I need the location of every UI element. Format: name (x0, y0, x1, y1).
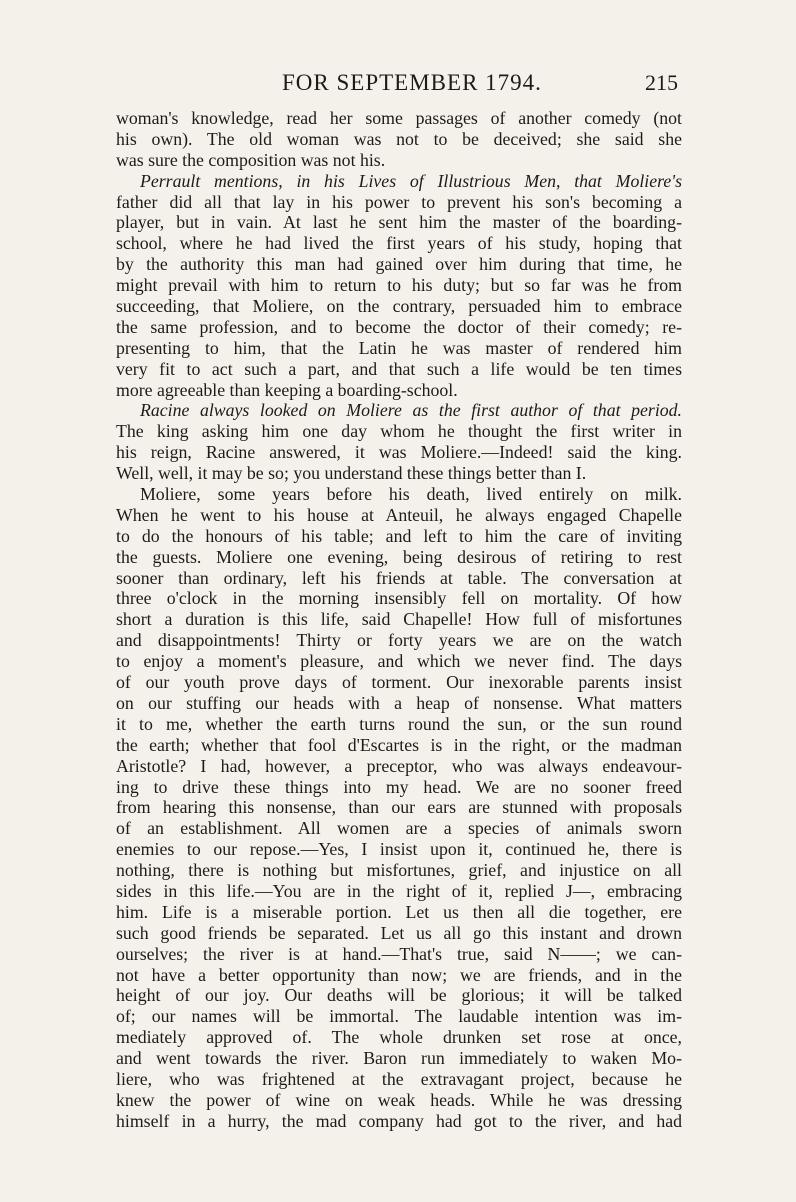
text-line: of; our names will be immortal. The laudable intention was im- (116, 1006, 682, 1027)
text-line: nothing, there is nothing but misfortunes, grief, and injustice on all (116, 860, 682, 881)
text-line: the same profession, and to become the doctor of their comedy; re- (116, 316, 682, 337)
text-line: more agreeable than keeping a boarding-school. (116, 379, 458, 400)
text-line: father did all that lay in his power to prevent his son's becoming a (116, 191, 682, 212)
text-line: it to me, whether the earth turns round the sun, or the sun round (116, 713, 682, 734)
text-line: very fit to act such a part, and that such a life would be ten times (116, 358, 682, 379)
text-line: his reign, Racine answered, it was Moliere.—Indeed! said the king. (116, 442, 682, 463)
text-line: school, where he had lived the first years of his study, hoping that (116, 233, 682, 254)
text-line: liere, who was frightened at the extravagant project, because he (116, 1068, 682, 1089)
text-line: and went towards the river. Baron run immediately to waken Mo- (116, 1048, 682, 1069)
text-line: player, but in vain. At last he sent him the master of the boarding- (116, 212, 682, 233)
text-line: Racine always looked on Moliere as the first author of that period. (140, 400, 682, 421)
text-line: succeeding, that Moliere, on the contrary, persuaded him to embrace (116, 296, 682, 317)
text-line: by the authority this man had gained over him during that time, he (116, 254, 682, 275)
text-line: on our stuffing our heads with a heap of nonsense. What matters (116, 692, 682, 713)
text-line: the guests. Moliere one evening, being desirous of retiring to rest (116, 546, 682, 567)
page-header (118, 70, 678, 102)
running-head: FOR SEPTEMBER 1794. (282, 70, 542, 95)
text-line: him. Life is a miserable portion. Let us then all die together, ere (116, 901, 682, 922)
text-line: ourselves; the river is at hand.—That's true, said N——; we can- (116, 943, 682, 964)
text-line: When he went to his house at Anteuil, he always engaged Chapelle (116, 504, 682, 525)
text-line: height of our joy. Our deaths will be glorious; it will be talked (116, 985, 682, 1006)
text-line: not have a better opportunity than now; we are friends, and in the (116, 964, 682, 985)
text-line: was sure the composition was not his. (116, 149, 386, 170)
text-line: short a duration is this life, said Chapelle! How full of misfortunes (116, 609, 682, 630)
text-line: three o'clock in the morning insensibly fell on mortality. Of how (116, 588, 682, 609)
text-line: mediately approved of. The whole drunken set rose at once, (116, 1027, 682, 1048)
text-line: sides in this life.—You are in the right of it, replied J—, embracing (116, 880, 682, 901)
text-line: to do the honours of his table; and left to him the care of inviting (116, 525, 682, 546)
text-line: to enjoy a moment's pleasure, and which we never find. The days (116, 651, 682, 672)
page-number: 215 (645, 70, 678, 95)
text-line: woman's knowledge, read her some passages of another comedy (not (116, 108, 682, 128)
text-line: The king asking him one day whom he thought the first writer in (116, 421, 682, 442)
text-line: from hearing this nonsense, than our ears are stunned with proposals (116, 797, 682, 818)
text-line: Well, well, it may be so; you understand these things better than I. (116, 463, 587, 484)
body-text (116, 108, 682, 1132)
text-line: sooner than ordinary, left his friends at table. The conversation at (116, 567, 682, 588)
text-line: himself in a hurry, the mad company had got to the river, and had (116, 1110, 682, 1131)
text-line: Aristotle? I had, however, a preceptor, who was always endeavour- (116, 755, 682, 776)
text-line: Moliere, some years before his death, lived entirely on milk. (140, 484, 682, 505)
text-line: enemies to our repose.—Yes, I insist upon it, continued he, there is (116, 839, 682, 860)
text-line: of our youth prove days of torment. Our inexorable parents insist (116, 672, 682, 693)
text-line: the earth; whether that fool d'Escartes is in the right, or the madman (116, 734, 682, 755)
text-line: knew the power of wine on weak heads. While he was dressing (116, 1089, 682, 1110)
text-line: and disappointments! Thirty or forty years we are on the watch (116, 630, 682, 651)
text-line: such good friends be separated. Let us all go this instant and drown (116, 922, 682, 943)
text-line: of an establishment. All women are a species of animals sworn (116, 818, 682, 839)
text-line: presenting to him, that the Latin he was master of rendered him (116, 337, 682, 358)
text-line: ing to drive these things into my head. We are no sooner freed (116, 776, 682, 797)
text-line: might prevail with him to return to his duty; but so far was he from (116, 275, 682, 296)
text-line: his own). The old woman was not to be deceived; she said she (116, 128, 682, 149)
text-line: Perrault mentions, in his Lives of Illustrious Men, that Moliere's (140, 170, 682, 191)
